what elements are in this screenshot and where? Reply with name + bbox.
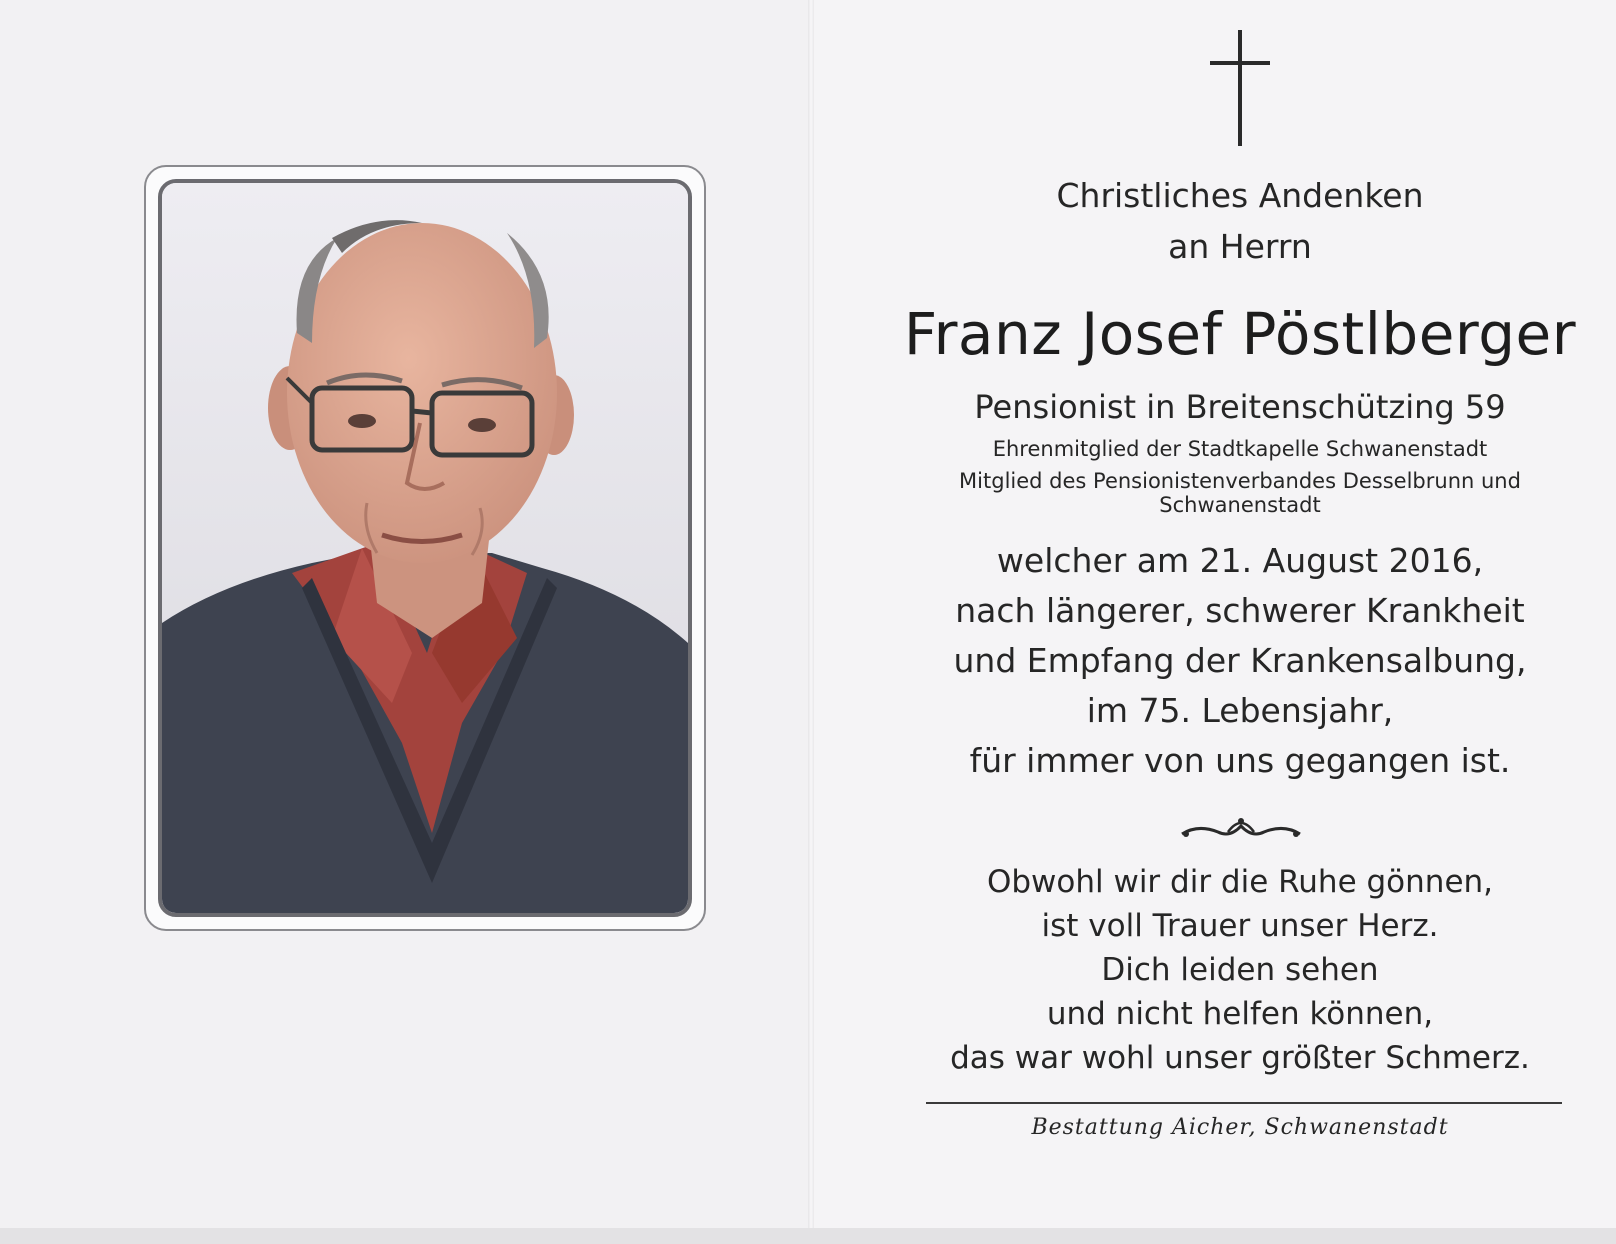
portrait-frame [144,165,706,931]
intro-line-2: an Herrn [1168,227,1312,266]
deceased-name: Franz Josef Pöstlberger [903,300,1577,368]
flourish-ornament-icon [1178,812,1304,846]
poem-line: das war wohl unser größter Schmerz. [950,1040,1530,1076]
portrait-photo [158,179,692,917]
cross-icon [1238,30,1242,146]
card-edge [0,1228,1616,1244]
death-notice-line: im 75. Lebensjahr, [1086,691,1394,730]
honor-line: Mitglied des Pensionistenverbandes Desselbrunn und Schwanenstadt [959,469,1521,517]
poem-line: ist voll Trauer unser Herz. [1041,908,1439,944]
death-notice-line: welcher am 21. August 2016, [996,541,1484,580]
undertaker-credit: Bestattung Aicher, Schwanenstadt [1031,1115,1449,1140]
death-notice-line: nach längerer, schwerer Krankheit [955,591,1525,630]
poem-line: Obwohl wir dir die Ruhe gönnen, [986,864,1494,900]
death-notice-line: und Empfang der Krankensalbung, [953,641,1527,680]
portrait-illustration [162,183,688,913]
cross-icon-bar [1210,61,1270,65]
poem-line: Dich leiden sehen [1101,952,1379,988]
honor-line: Ehrenmitglied der Stadtkapelle Schwanenstadt [992,437,1488,461]
footer-divider [926,1102,1562,1104]
poem-line: und nicht helfen können, [1046,996,1434,1032]
death-notice-line: für immer von uns gegangen ist. [969,741,1511,780]
intro-line-1: Christliches Andenken [1056,176,1424,215]
occupation-line: Pensionist in Breitenschützing 59 [974,388,1506,426]
